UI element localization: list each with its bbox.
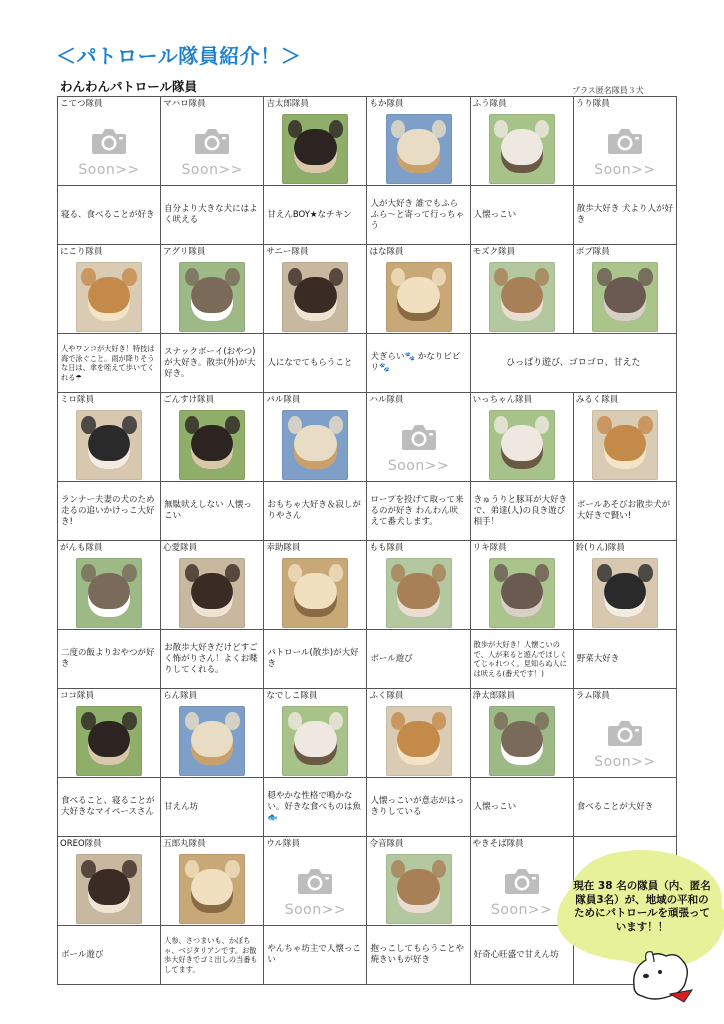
member-desc-cell [264, 482, 367, 541]
camera-icon [606, 126, 644, 156]
member-name: もか隊員 [369, 99, 404, 109]
photo-placeholder [182, 114, 243, 178]
member-desc-cell [161, 482, 264, 541]
member-photo-cell [470, 245, 573, 334]
dog-photo [282, 558, 348, 628]
callout-text: 現在 38 名の隊員（内、匿名隊員3名）が、地域の平和のためにパトロールを頑張っています！！ [573, 880, 711, 933]
member-photo-row [58, 689, 677, 778]
member-photo-cell [58, 541, 161, 630]
member-description: 散歩大好き 犬より人が好き [576, 204, 673, 225]
member-name: ハル隊員 [369, 395, 404, 405]
dog-photo [282, 410, 348, 480]
camera-icon [503, 866, 541, 896]
member-photo-cell [367, 245, 470, 334]
dog-photo [282, 706, 348, 776]
member-name: サニー隊員 [266, 247, 309, 257]
member-name: ミロ隊員 [60, 395, 95, 405]
member-description: ロープを投げて取って来るのが好き わんわん吠えて番犬します。 [370, 494, 464, 527]
member-description: 穏やかな性格で鳴かない。好きな食べものは魚🐟 [267, 790, 361, 823]
member-name: やきそば隊員 [472, 839, 524, 849]
member-description: 人が大好き 誰でもふらふら～と寄って行っちゃう [370, 198, 464, 231]
member-desc-cell [367, 926, 470, 985]
dog-photo [282, 114, 348, 184]
section-subtitle: わんわんパトロール隊員 [60, 79, 198, 94]
member-name: 五郎丸隊員 [163, 839, 206, 849]
member-photo-cell [470, 689, 573, 778]
member-description: ボール遊び [370, 653, 413, 664]
member-photo-cell [470, 97, 573, 186]
member-description: 無駄吠えしない 人懐っこい [164, 500, 252, 521]
soon-label: Soon>> [594, 162, 656, 178]
member-desc-cell [367, 334, 470, 393]
dog-photo [282, 262, 348, 332]
dog-photo [386, 706, 452, 776]
member-photo-cell [573, 393, 676, 482]
member-name: もも隊員 [369, 543, 404, 553]
member-photo-cell [58, 837, 161, 926]
member-description: 人懐っこいが意志がはっきりしている [370, 796, 464, 817]
member-name: モズク隊員 [472, 247, 516, 257]
member-name: ココ隊員 [60, 691, 95, 701]
dog-photo [76, 854, 142, 924]
member-desc-cell [161, 334, 264, 393]
member-desc-cell [161, 630, 264, 689]
dog-photo [386, 114, 452, 184]
member-photo-cell [367, 541, 470, 630]
member-desc-cell [58, 926, 161, 985]
dog-photo [76, 410, 142, 480]
member-desc-cell [470, 926, 573, 985]
member-name: OREO隊員 [60, 839, 102, 849]
member-desc-cell [470, 334, 676, 393]
member-photo-cell [264, 689, 367, 778]
member-name: 令音隊員 [369, 839, 404, 849]
member-desc-row [58, 186, 677, 245]
member-name: 鈴(りん)隊員 [575, 543, 625, 553]
member-photo-cell [161, 837, 264, 926]
member-desc-cell [367, 630, 470, 689]
member-name: うり隊員 [575, 99, 610, 109]
member-photo-cell [367, 689, 470, 778]
dog-photo [386, 558, 452, 628]
member-description: 甘えん坊 [164, 801, 199, 812]
member-photo-cell [58, 245, 161, 334]
photo-placeholder [78, 114, 139, 178]
member-desc-row [58, 778, 677, 837]
camera-icon [400, 422, 438, 452]
member-desc-cell [264, 334, 367, 393]
member-description: ボール遊び [61, 949, 104, 960]
dog-photo [76, 558, 142, 628]
member-name: アグリ隊員 [163, 247, 206, 257]
member-photo-row [58, 393, 677, 482]
member-photo-cell [161, 689, 264, 778]
dog-photo [179, 706, 245, 776]
member-description: おもちゃ大好き＆寂しがりやさん [267, 500, 361, 521]
member-description: 人やワンコが大好き！特技は海で泳ぐこと。雨が降りそうな日は、傘を咥えて歩いてくれる☂ [61, 344, 155, 382]
soon-label: Soon>> [284, 902, 347, 918]
soon-label: Soon>> [491, 902, 553, 918]
member-photo-cell [470, 837, 573, 926]
member-name: ボブ隊員 [575, 247, 610, 257]
member-desc-cell [264, 926, 367, 985]
member-name: マハロ隊員 [163, 99, 206, 109]
member-desc-cell [58, 778, 161, 837]
member-photo-cell [161, 97, 264, 186]
member-photo-cell [161, 393, 264, 482]
member-name: 幸助隊員 [266, 543, 301, 553]
member-name: ウル隊員 [266, 839, 301, 849]
member-desc-cell [264, 630, 367, 689]
member-name: みるく隊員 [575, 395, 619, 405]
member-desc-cell [58, 630, 161, 689]
member-description: パトロール(散歩)が大好き [267, 648, 359, 669]
member-description: 自分より大きな犬にはよく吠える [164, 204, 258, 225]
member-desc-cell [264, 186, 367, 245]
member-description: 二度の飯よりおやつが好き [61, 648, 155, 669]
member-description: ランナー夫妻の犬のため走るの追いかけっこ大好き! [61, 494, 155, 527]
soon-label: Soon>> [387, 458, 450, 474]
soon-label: Soon>> [181, 162, 243, 178]
member-name: リキ隊員 [472, 543, 507, 553]
member-name: なでしこ隊員 [266, 691, 318, 701]
photo-placeholder [491, 854, 552, 918]
member-description: 人懐っこい [473, 801, 517, 812]
dog-photo [179, 854, 245, 924]
member-photo-row [58, 97, 677, 186]
member-desc-cell [573, 778, 676, 837]
dog-photo [179, 558, 245, 628]
dog-photo [179, 410, 245, 480]
dog-photo [592, 262, 658, 332]
member-desc-cell [58, 482, 161, 541]
soon-label: Soon>> [78, 162, 140, 178]
member-desc-row [58, 334, 677, 393]
member-description: 食べること、寝ることが大好きなマイペースさん [61, 796, 155, 817]
member-name: がんも隊員 [60, 543, 103, 553]
member-photo-cell [264, 245, 367, 334]
member-description: ボールあそびお散歩犬が大好きで賢い! [576, 500, 671, 521]
member-desc-row [58, 630, 677, 689]
dog-photo [386, 854, 452, 924]
dog-photo [76, 706, 142, 776]
member-desc-cell [161, 186, 264, 245]
member-photo-cell [573, 245, 676, 334]
member-description: 散歩が大好き！人懐こいので、人が来ると遊んでほしくてじゃれつく。見知らぬ人には吠える(番犬です！) [473, 640, 567, 678]
member-description: やんちゃ坊主で人懐っこい [267, 944, 361, 965]
member-name: 心愛隊員 [163, 543, 198, 553]
photo-placeholder [388, 410, 449, 474]
member-desc-cell [58, 334, 161, 393]
member-name: はな隊員 [369, 247, 404, 257]
dog-photo [489, 706, 555, 776]
member-photo-cell [264, 97, 367, 186]
member-name: パル隊員 [266, 395, 301, 405]
member-desc-cell [573, 482, 676, 541]
dog-photo [489, 410, 555, 480]
member-name: ふう隊員 [472, 99, 507, 109]
dog-photo [489, 262, 555, 332]
member-photo-cell [58, 689, 161, 778]
member-photo-cell [573, 689, 676, 778]
member-description: 人参、さつまいも、かぼちゃ、ベジタリアンです。お散歩大好きでゴミ出しの当番もしてます。 [164, 936, 258, 974]
dog-photo [592, 558, 658, 628]
member-photo-cell [58, 97, 161, 186]
member-desc-cell [161, 926, 264, 985]
member-photo-cell [367, 393, 470, 482]
member-desc-cell [58, 186, 161, 245]
member-name: いっちゃん隊員 [472, 395, 533, 405]
member-description: 寝る、食べることが好き [61, 209, 155, 220]
member-description: 甘えんBOY★なチキン [267, 209, 352, 220]
member-description: ひっぱり遊び、ゴロゴロ、甘えた [506, 357, 641, 368]
member-description: 犬ぎらい🐾 かなりビビリ🐾 [370, 352, 461, 373]
member-description: 人懐っこい [473, 209, 517, 220]
member-desc-cell [470, 186, 573, 245]
soon-label: Soon>> [594, 754, 656, 770]
member-desc-cell [367, 778, 470, 837]
member-photo-cell [470, 393, 573, 482]
member-description: 人になでてもらうこと [267, 357, 353, 368]
member-name: ごんすけ隊員 [163, 395, 215, 405]
member-desc-cell [470, 482, 573, 541]
member-photo-cell [367, 97, 470, 186]
member-description: 好奇心旺盛で甘えん坊 [473, 949, 559, 960]
dog-photo [592, 410, 658, 480]
camera-icon [193, 126, 231, 156]
member-photo-cell [264, 541, 367, 630]
member-photo-cell [264, 837, 367, 926]
member-description: お散歩大好きだけどすごく怖がりさん！よくお喋りしてくれる。 [164, 642, 258, 675]
member-name: こてつ隊員 [60, 99, 103, 109]
member-description: 野菜大好き [576, 653, 620, 664]
photo-placeholder [285, 854, 346, 918]
camera-icon [296, 866, 334, 896]
member-description: 抱っこしてもらうことや焼きいもが好き [370, 944, 464, 965]
member-description: 食べることが大好き [576, 801, 654, 812]
dog-photo [76, 262, 142, 332]
member-desc-cell [573, 186, 676, 245]
member-photo-row [58, 541, 677, 630]
member-desc-cell [367, 482, 470, 541]
member-desc-cell [470, 778, 573, 837]
dog-photo [489, 558, 555, 628]
member-photo-cell [367, 837, 470, 926]
member-desc-cell [264, 778, 367, 837]
member-roster-table [57, 96, 677, 985]
member-name: 吉太郎隊員 [266, 99, 309, 109]
member-desc-cell [367, 186, 470, 245]
member-desc-cell [161, 778, 264, 837]
member-desc-row [58, 482, 677, 541]
member-desc-cell [470, 630, 573, 689]
page-title: ＜パトロール隊員紹介！＞ [56, 44, 302, 68]
photo-placeholder [594, 706, 655, 770]
member-desc-cell [573, 630, 676, 689]
photo-placeholder [594, 114, 655, 178]
member-photo-cell [161, 541, 264, 630]
member-name: にこり隊員 [60, 247, 103, 257]
member-name: ふく隊員 [369, 691, 404, 701]
camera-icon [606, 718, 644, 748]
member-description: スナックボーイ(おやつ)が大好き。散歩(外)が大好き。 [164, 346, 256, 379]
member-photo-cell [573, 97, 676, 186]
member-photo-cell [264, 393, 367, 482]
anonymous-members-note: プラス匿名隊員３犬 [572, 86, 644, 95]
dog-photo [489, 114, 555, 184]
camera-icon [90, 126, 128, 156]
member-photo-cell [470, 541, 573, 630]
dog-mascot-icon [624, 946, 700, 1004]
member-name: らん隊員 [163, 691, 198, 701]
member-photo-row [58, 245, 677, 334]
member-description: きゅうりと豚耳が大好きで、弟達(人)の良き遊び相手！ [473, 494, 568, 527]
member-photo-cell [161, 245, 264, 334]
member-photo-cell [58, 393, 161, 482]
dog-photo [386, 262, 452, 332]
member-name: ラム隊員 [575, 691, 610, 701]
member-photo-cell [573, 541, 676, 630]
dog-photo [179, 262, 245, 332]
member-name: 浄太郎隊員 [472, 691, 516, 701]
